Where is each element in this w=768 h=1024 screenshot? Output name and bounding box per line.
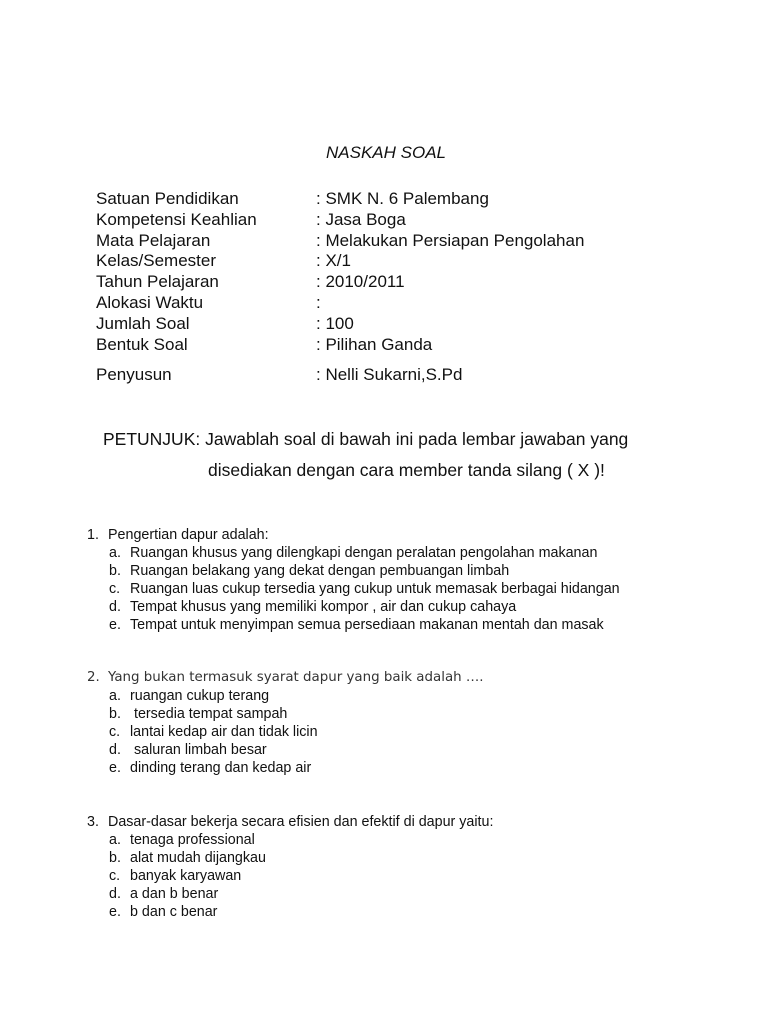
question-3 (87, 813, 493, 921)
option-text: Ruangan belakang yang dekat dengan pembuangan limbah (130, 563, 510, 579)
option-text: dinding terang dan kedap air (130, 760, 312, 776)
option-letter: e. (109, 760, 121, 776)
info-value: : Melakukan Persiapan Pengolahan (316, 230, 585, 250)
option-letter: e. (109, 617, 121, 633)
info-label: Bentuk Soal (96, 334, 188, 354)
option-e (109, 759, 484, 777)
option-letter: c. (109, 581, 121, 597)
option-text: tersedia tempat sampah (130, 706, 288, 722)
option-letter: c. (109, 724, 121, 740)
option-text: ruangan cukup terang (130, 688, 270, 704)
option-e (109, 616, 620, 634)
option-letter: d. (109, 742, 121, 758)
instruction-line-2: disediakan dengan cara member tanda silang ( X )! (208, 460, 605, 480)
option-text: Tempat khusus yang memiliki kompor , air dan cukup cahaya (130, 599, 517, 615)
info-row-mata-pelajaran (96, 231, 584, 252)
info-row-tahun-pelajaran (96, 272, 584, 293)
option-letter: a. (109, 688, 121, 704)
info-value: : 2010/2011 (316, 272, 405, 292)
option-letter: e. (109, 904, 121, 920)
option-letter: b. (109, 850, 121, 866)
info-row-jumlah-soal (96, 314, 584, 335)
question-text: Pengertian dapur adalah: (108, 527, 269, 543)
info-label: Kelas/Semester (96, 251, 216, 271)
info-value: : Jasa Boga (316, 209, 406, 229)
question-2 (87, 669, 484, 777)
question-number: 2. (87, 670, 100, 685)
question-text: Yang bukan termasuk syarat dapur yang baik adalah …. (108, 670, 484, 685)
question-stem (87, 526, 620, 544)
exam-info-table (96, 189, 584, 386)
info-row-kelas-semester (96, 251, 584, 272)
option-letter: b. (109, 563, 121, 579)
info-row-alokasi-waktu (96, 293, 584, 314)
info-row-kompetensi-keahlian (96, 210, 584, 231)
question-number: 3. (87, 814, 99, 830)
option-c (109, 580, 620, 598)
option-d (109, 598, 620, 616)
question-stem (87, 813, 493, 831)
option-c (109, 723, 484, 741)
option-letter: b. (109, 706, 121, 722)
info-value: : Pilihan Ganda (316, 334, 433, 354)
option-a (109, 544, 620, 562)
option-a (109, 687, 484, 705)
info-row-bentuk-soal (96, 335, 584, 356)
info-row-penyusun (96, 365, 584, 386)
document-title: NASKAH SOAL (326, 143, 446, 162)
option-text: saluran limbah besar (130, 742, 267, 758)
instruction-line-1: PETUNJUK: Jawablah soal di bawah ini pada lembar jawaban yang (103, 429, 629, 449)
info-label: Kompetensi Keahlian (96, 209, 257, 229)
option-text: banyak karyawan (130, 868, 242, 884)
option-text: tenaga professional (130, 832, 255, 848)
info-value: : Nelli Sukarni,S.Pd (316, 365, 463, 385)
option-letter: a. (109, 545, 121, 561)
info-label: Satuan Pendidikan (96, 189, 239, 208)
option-d (109, 741, 484, 759)
info-value: : SMK N. 6 Palembang (316, 189, 489, 208)
info-label: Penyusun (96, 365, 172, 385)
option-list (109, 831, 493, 921)
option-a (109, 831, 493, 849)
option-text: a dan b benar (130, 886, 219, 902)
info-label: Jumlah Soal (96, 313, 190, 333)
option-text: Tempat untuk menyimpan semua persediaan makanan mentah dan masak (130, 617, 604, 633)
option-text: lantai kedap air dan tidak licin (130, 724, 318, 740)
info-label: Tahun Pelajaran (96, 272, 219, 292)
option-letter: d. (109, 599, 121, 615)
option-text: b dan c benar (130, 904, 218, 920)
option-list (109, 687, 484, 777)
option-text: Ruangan khusus yang dilengkapi dengan peralatan pengolahan makanan (130, 545, 598, 561)
option-e (109, 903, 493, 921)
info-value: : 100 (316, 313, 354, 333)
option-text: alat mudah dijangkau (130, 850, 266, 866)
option-b (109, 705, 484, 723)
option-d (109, 885, 493, 903)
option-b (109, 562, 620, 580)
question-1 (87, 526, 620, 634)
option-b (109, 849, 493, 867)
option-letter: a. (109, 832, 121, 848)
option-letter: c. (109, 868, 121, 884)
info-label: Alokasi Waktu (96, 292, 204, 312)
option-text: Ruangan luas cukup tersedia yang cukup untuk memasak berbagai hidangan (130, 581, 620, 597)
info-row-satuan-pendidikan (96, 189, 584, 210)
info-value: : (316, 292, 321, 312)
option-list (109, 544, 620, 634)
question-stem (87, 669, 484, 687)
option-letter: d. (109, 886, 121, 902)
question-number: 1. (87, 527, 99, 543)
info-value: : X/1 (316, 251, 351, 271)
info-label: Mata Pelajaran (96, 230, 211, 250)
option-c (109, 867, 493, 885)
question-text: Dasar-dasar bekerja secara efisien dan efektif di dapur yaitu: (108, 814, 494, 830)
